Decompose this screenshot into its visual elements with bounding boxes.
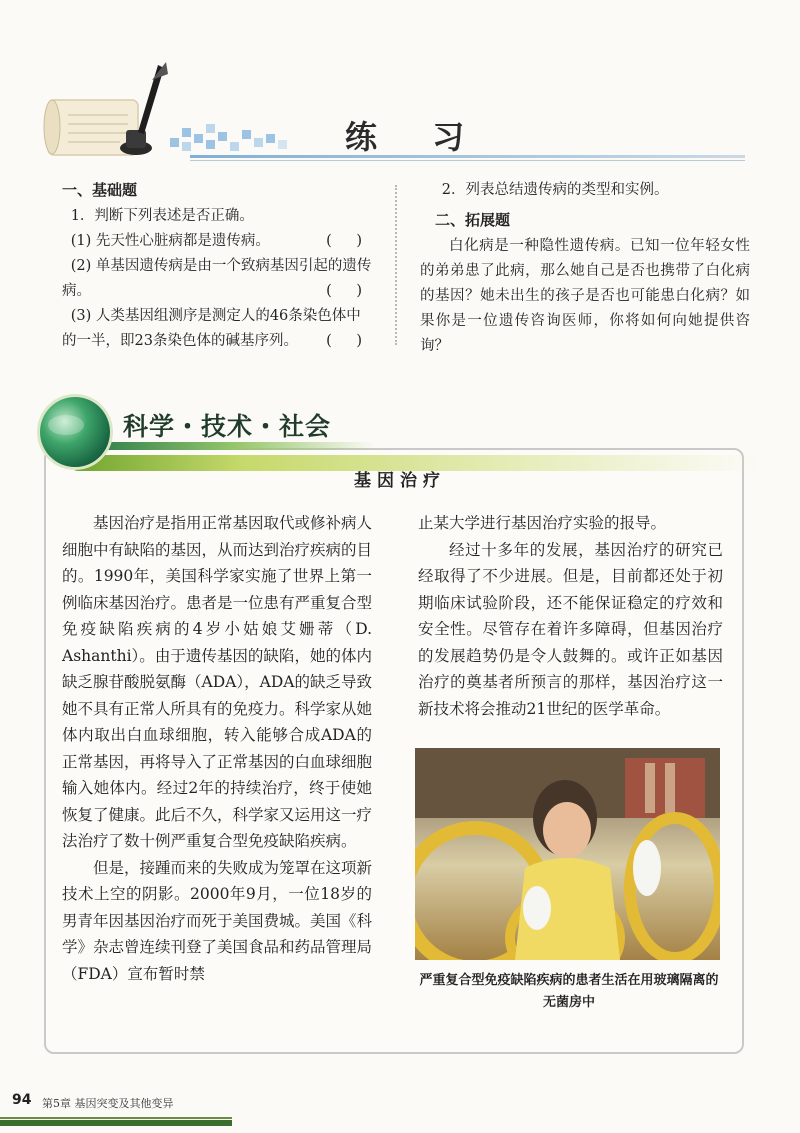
pixel-decoration	[170, 118, 290, 154]
statement-3	[62, 304, 372, 354]
globe-icon	[40, 397, 110, 467]
basic-questions	[62, 176, 372, 354]
statement-3-text: (3) 人类基因组测序是测定人的46条染色体中的一半，即23条染色体的碱基序列。	[62, 308, 361, 349]
article-paragraph: 基因治疗是指用正常基因取代或修补病人细胞中有缺陷的基因，从而达到治疗疾病的目的。1990年，美国科学家实施了世界上第一例临床基因治疗。患者是一位患有严重复合型免疫缺陷疾病的4岁小姑娘艾姗蒂（D. Ashanthi）。由于遗传基因的缺陷，她的体内缺乏腺苷酸脱氨酶（ADA），ADA的缺乏导致她不具有正常人所具有的免疫力。科学家从她体内取出白血球细胞，转入能够合成ADA的正常基因，再将导入了正常基因的白血球细胞输入她体内。经过2年的持续治疗，终于使她恢复了健康。此后不久，科学家又运用这一疗法治疗了数十例严重复合型免疫缺陷疾病。	[62, 514, 373, 850]
article-right-column	[418, 510, 723, 722]
scroll-quill-illustration	[40, 60, 175, 160]
column-divider	[395, 185, 397, 345]
page-title: 练 习	[345, 118, 487, 156]
extension-heading: 二、拓展题	[435, 211, 511, 229]
statement-1	[62, 229, 372, 254]
header-rule-thin	[190, 160, 745, 161]
article-paragraph: 但是，接踵而来的失败成为笼罩在这项新技术上空的阴影。2000年9月，一位18岁的男青年因基因治疗而死于美国费城。美国《科学》杂志曾连续刊登了美国食品和药品管理局（FDA）宣布暂时禁	[62, 858, 373, 983]
extension-questions	[420, 176, 750, 359]
extension-text: 白化病是一种隐性遗传病。已知一位年轻女性的弟弟患了此病，那么她自己是否也携带了白化病的基因？她未出生的孩子是否也可能患白化病？如果你是一位遗传咨询医师，你将如何向她提供咨询？	[420, 238, 750, 354]
article-paragraph: 经过十多年的发展，基因治疗的研究已经取得了不少进展。但是，目前都还处于初期临床试验阶段，还不能保证稳定的疗效和安全性。尽管存在着许多障碍，但基因治疗的发展趋势仍是令人鼓舞的。或许正如基因治疗的奠基者所预言的那样，基因治疗这一新技术将会推动21世纪的医学革命。	[418, 540, 723, 718]
page-number: 94	[12, 1092, 32, 1108]
answer-blank-3: ( )	[326, 333, 372, 349]
statement-1-text: (1) 先天性心脏病都是遗传病。	[70, 233, 270, 249]
answer-blank-2: ( )	[326, 283, 372, 299]
patient-photo	[415, 748, 720, 960]
question-2: 2．列表总结遗传病的类型和实例。	[441, 182, 669, 198]
article-title: 基因治疗	[354, 471, 446, 491]
banner-swoosh-accent	[95, 442, 375, 450]
photo-caption: 严重复合型免疫缺陷疾病的患者生活在用玻璃隔离的无菌房中	[419, 973, 719, 1010]
chapter-title: 第5章 基因突变及其他变异	[42, 1097, 174, 1110]
section-banner-title: 科学・技术・社会	[123, 412, 332, 441]
article-left-column	[62, 510, 372, 987]
footer-rule	[0, 1117, 232, 1119]
statement-2-text: (2) 单基因遗传病是由一个致病基因引起的遗传病。	[62, 258, 372, 299]
statement-2	[62, 254, 372, 304]
question-1: 1．判断下列表述是否正确。	[70, 208, 254, 224]
basic-heading: 一、基础题	[62, 181, 138, 199]
answer-blank-1: ( )	[326, 233, 372, 249]
footer-bar	[0, 1120, 232, 1126]
article-paragraph: 止某大学进行基因治疗实验的报导。	[418, 514, 667, 532]
